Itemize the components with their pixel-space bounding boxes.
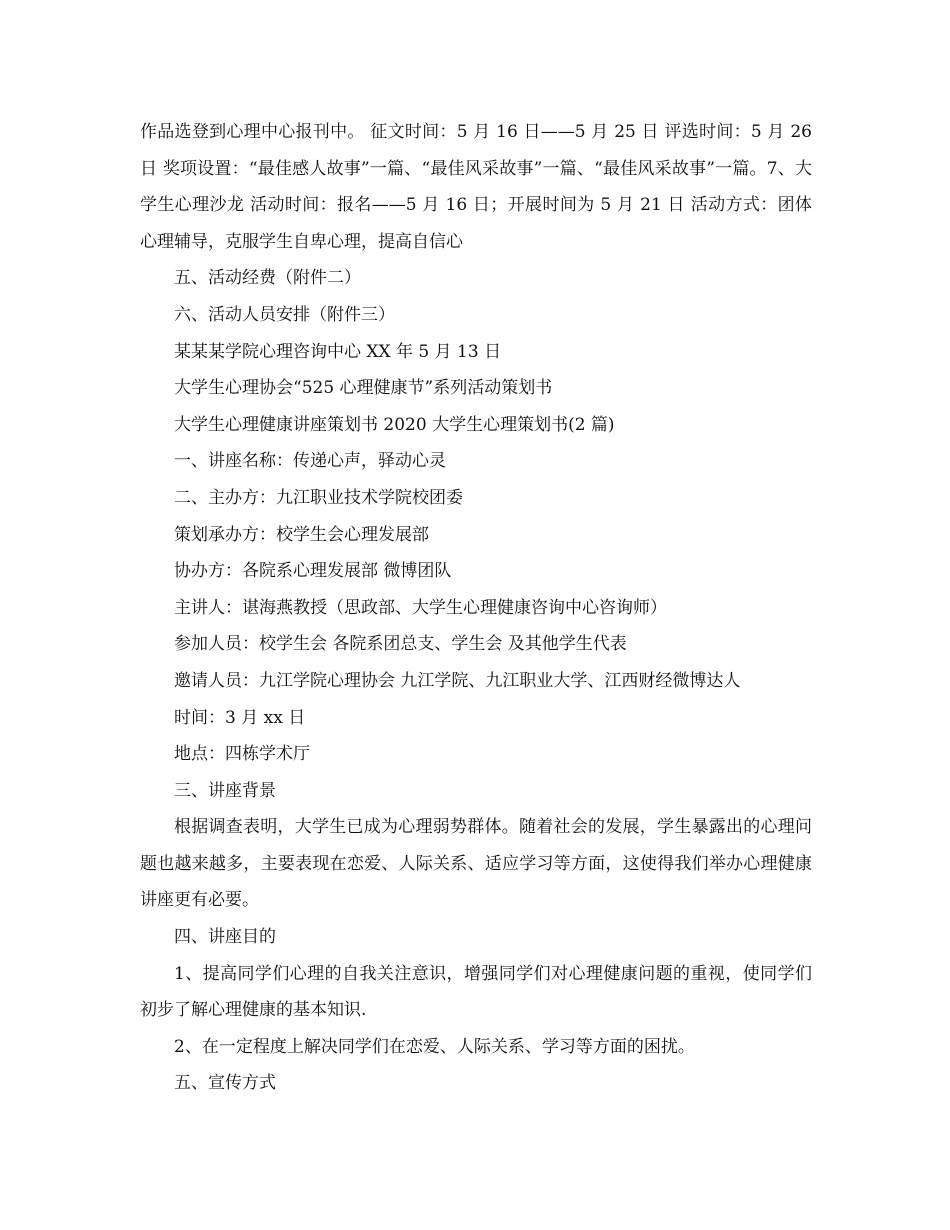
- co-organizer: 协办方：各院系心理发展部 微博团队: [174, 561, 452, 582]
- lecture-time: 时间：3 月 xx 日: [174, 707, 306, 728]
- lecture-location: 地点：四栋学术厅: [174, 744, 310, 765]
- invited-guests: 邀请人员：九江学院心理协会 九江学院、九江职业大学、江西财经微博达人: [174, 670, 741, 691]
- document-body: [140, 114, 812, 1102]
- organizer: 二、主办方：九江职业技术学院校团委: [174, 487, 463, 508]
- purpose-item-1: 1、提高同学们心理的自我关注意识，增强同学们对心理健康问题的重视，使同学们初步了解心理健康的基本知识.: [140, 963, 812, 1021]
- lecture-plan-title: 大学生心理健康讲座策划书 2020 大学生心理策划书(2 篇): [174, 414, 615, 435]
- signature-line: 某某某学院心理咨询中心 XX 年 5 月 13 日: [174, 341, 502, 362]
- undertaker: 策划承办方：校学生会心理发展部: [174, 524, 429, 545]
- participants: 参加人员：校学生会 各院系团总支、学生会 及其他学生代表: [174, 634, 627, 655]
- speaker: 主讲人：谌海燕教授（思政部、大学生心理健康咨询中心咨询师）: [174, 597, 667, 618]
- heading-background: 三、讲座背景: [174, 780, 276, 801]
- heading-purpose: 四、讲座目的: [174, 927, 276, 948]
- purpose-item-2: 2、在一定程度上解决同学们在恋爱、人际关系、学习等方面的困扰。: [174, 1036, 695, 1057]
- heading-activity-funding: 五、活动经费（附件二）: [174, 268, 361, 289]
- heading-publicity: 五、宣传方式: [174, 1073, 276, 1094]
- paragraph-contest-details: 作品选登到心理中心报刊中。 征文时间：5 月 16 日——5 月 25 日 评选时间：5 月 26 日 奖项设置：“最佳感人故事”一篇、“最佳风采故事”一篇、“最佳风采故事”一篇。7、大学生心理沙龙 活动时间：报名——5 月 16 日；开展时间为 5 月 21 日 活动方式：团体心理辅导，克服学生自卑心理，提高自信心: [140, 122, 812, 252]
- heading-staff-arrangement: 六、活动人员安排（附件三）: [174, 304, 395, 325]
- paragraph-background: 根据调查表明，大学生已成为心理弱势群体。随着社会的发展，学生暴露出的心理问题也越来越多，主要表现在恋爱、人际关系、适应学习等方面，这使得我们举办心理健康讲座更有必要。: [140, 817, 812, 911]
- lecture-name: 一、讲座名称：传递心声，驿动心灵: [174, 451, 446, 472]
- plan-title: 大学生心理协会“525 心理健康节”系列活动策划书: [174, 378, 553, 399]
